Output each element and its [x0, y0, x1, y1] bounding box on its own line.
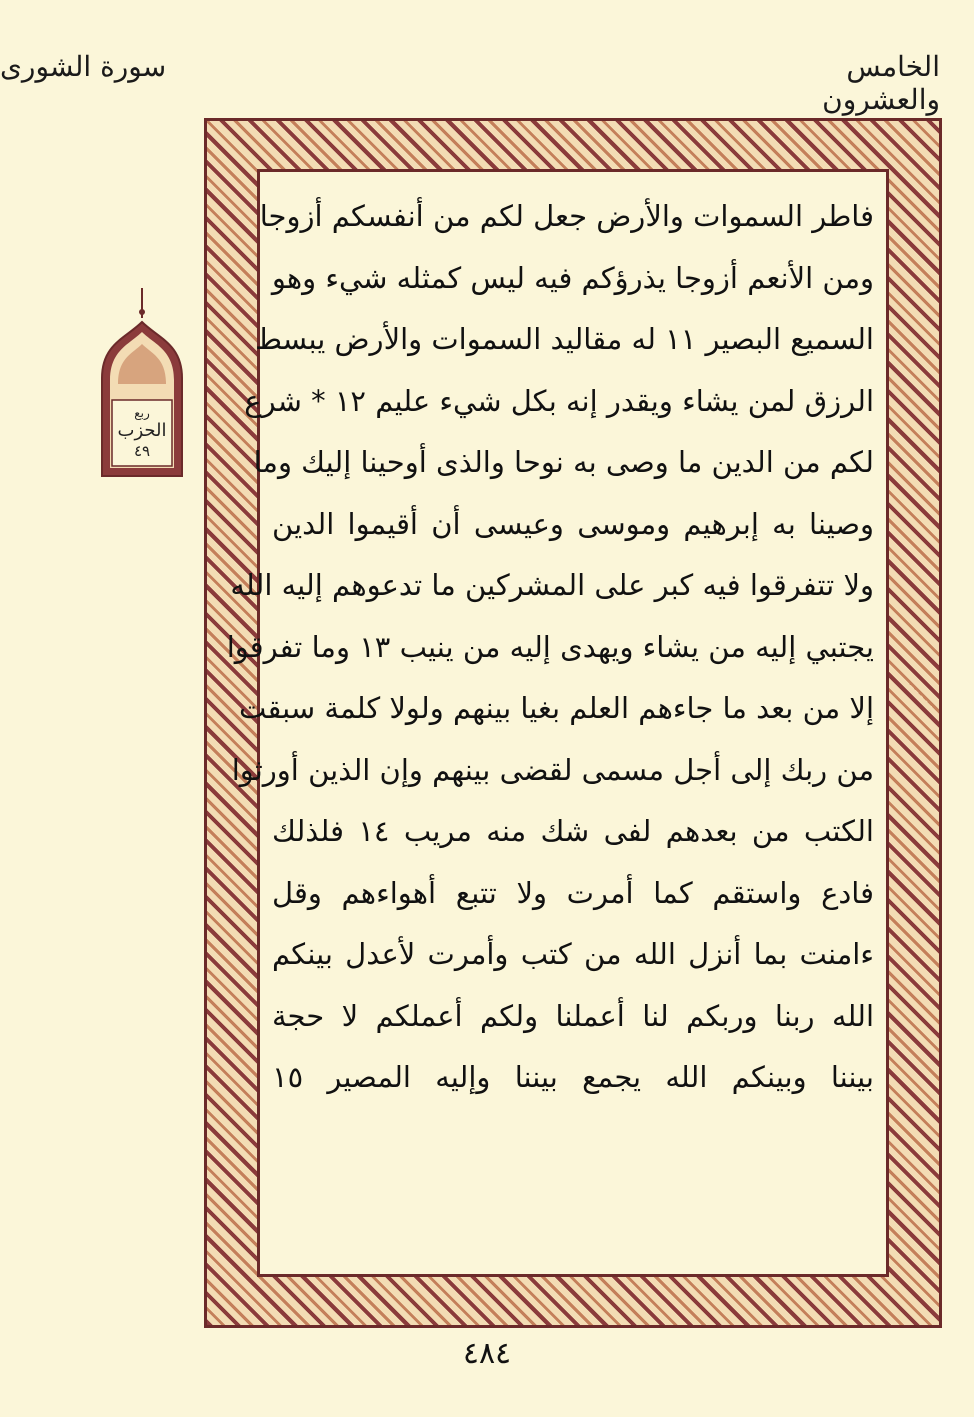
verse-text-block	[226, 186, 874, 1109]
hizb-label	[96, 406, 188, 460]
text-line: الله ربنا وربكم لنا أعملنا ولكم أعملكم لا حجة	[272, 998, 874, 1033]
text-line: الرزق لمن يشاء ويقدر إنه بكل شيء عليم ١٢ * شرع	[244, 383, 874, 418]
hizb-number: ٤٩	[133, 442, 151, 460]
text-line: يجتبي إليه من يشاء ويهدى إليه من ينيب ١٣ وما تفرقوا	[226, 629, 874, 664]
ornamental-frame	[204, 118, 942, 1328]
page-number: ٤٨٤	[462, 1336, 512, 1371]
text-line: فاطر السموات والأرض جعل لكم من أنفسكم أزوجا	[259, 199, 874, 233]
hizb-marker	[96, 288, 188, 478]
text-panel	[226, 169, 889, 1277]
surah-title: سورة الشورى	[0, 50, 167, 83]
juz-title: الخامس والعشرون	[822, 50, 940, 116]
text-line: الكتب من بعدهم لفى شك منه مريب ١٤ فلذلك	[272, 814, 874, 848]
text-line: لكم من الدين ما وصى به نوحا والذى أوحينا إليك وما	[253, 445, 874, 479]
text-line: ومن الأنعم أزوجا يذرؤكم فيه ليس كمثله شيء وهو	[271, 260, 874, 295]
text-line: فادع واستقم كما أمرت ولا تتبع أهواءهم وقل	[272, 875, 874, 910]
text-line: من ربك إلى أجل مسمى لقضى بينهم وإن الذين أورثوا	[231, 752, 874, 787]
hizb-quarter-label: ربع	[134, 406, 150, 420]
text-line: بيننا وبينكم الله يجمع بيننا وإليه المصير ١٥	[272, 1060, 874, 1094]
text-line: ءامنت بما أنزل الله من كتب وأمرت لأعدل بينكم	[272, 937, 874, 971]
hizb-word: الحزب	[117, 420, 167, 441]
page-header	[0, 42, 940, 116]
text-line: إلا من بعد ما جاءهم العلم بغيا بينهم ولولا كلمة سبقت	[239, 691, 874, 725]
text-line: ولا تتفرقوا فيه كبر على المشركين ما تدعوهم إليه الله	[230, 568, 874, 602]
text-line: السميع البصير ١١ له مقاليد السموات والأرض يبسط	[255, 322, 874, 356]
text-line: وصينا به إبرهيم وموسى وعيسى أن أقيموا الدين	[272, 506, 874, 541]
